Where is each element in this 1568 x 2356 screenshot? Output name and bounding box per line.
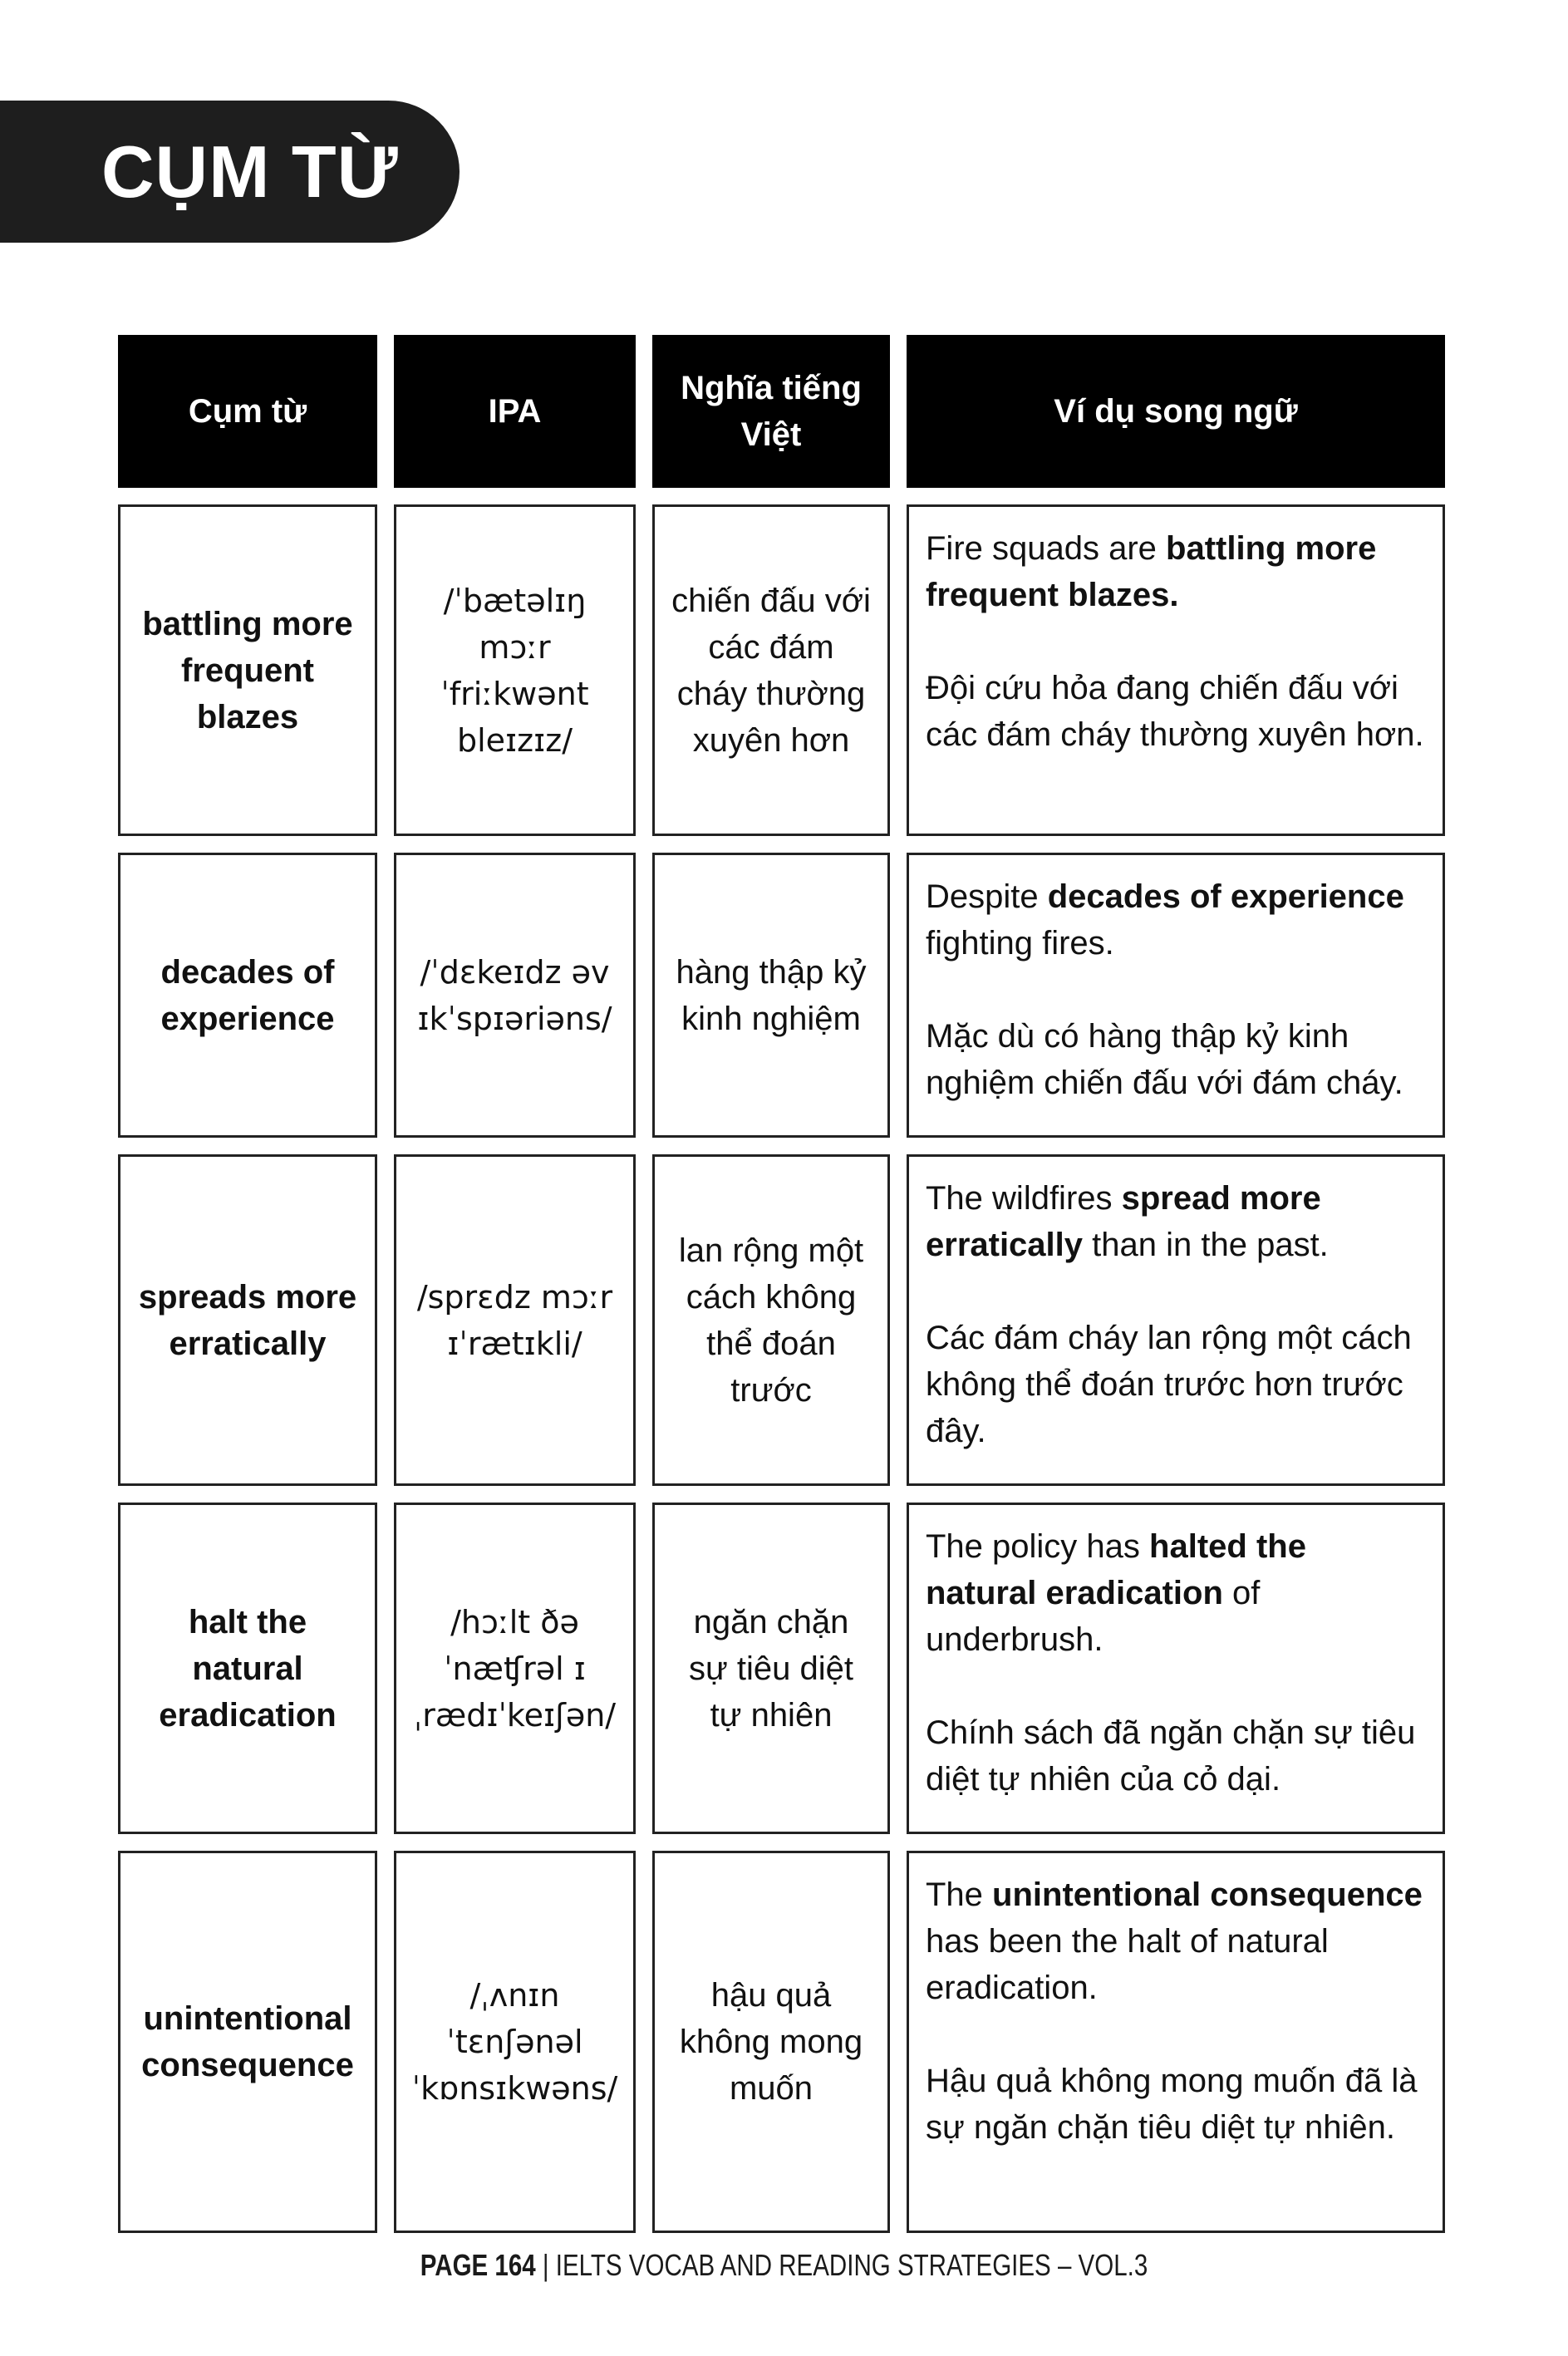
- example-highlight: unintentional consequence: [992, 1876, 1423, 1913]
- example-text: Despite: [926, 878, 1048, 915]
- example-vietnamese: Chính sách đã ngăn chặn sự tiêu diệt tự nhiên của cỏ dại.: [926, 1714, 1416, 1798]
- example-text: than in the past.: [1083, 1227, 1329, 1263]
- table-row: [118, 853, 1445, 1138]
- section-title: CỤM TỪ: [101, 130, 399, 213]
- example-english: [926, 873, 1426, 967]
- footer-separator: |: [535, 2248, 556, 2282]
- phrase-cell: decades of experience: [118, 853, 377, 1138]
- page-footer: [141, 2248, 1427, 2283]
- meaning-cell: hậu quả không mong muốn: [652, 1851, 890, 2233]
- phrase-cell: spreads more erratically: [118, 1154, 377, 1486]
- example-vietnamese: Các đám cháy lan rộng một cách không thể đoán trước hơn trước đây.: [926, 1320, 1412, 1449]
- meaning-cell: lan rộng một cách không thể đoán trước: [652, 1154, 890, 1486]
- example-text: has been the halt of natural eradication.: [926, 1923, 1329, 2006]
- example-vietnamese: Mặc dù có hàng thập kỷ kinh nghiệm chiến đấu với đám cháy.: [926, 1018, 1403, 1101]
- example-text: fighting fires.: [926, 925, 1114, 962]
- example-cell: [907, 1154, 1445, 1486]
- example-text: of underbrush.: [926, 1575, 1261, 1658]
- example-highlight: spread more erratically: [926, 1180, 1321, 1263]
- example-text: The wildfires: [926, 1180, 1122, 1217]
- ipa-cell: /ˈbætəlɪŋ mɔːr ˈfriːkwənt bleɪzɪz/: [394, 504, 636, 836]
- ipa-cell: /ˌʌnɪnˈtɛnʃənəl ˈkɒnsɪkwəns/: [394, 1851, 636, 2233]
- section-title-banner: [0, 101, 460, 243]
- ipa-cell: /ˈdɛkeɪdz əv ɪkˈspɪəriəns/: [394, 853, 636, 1138]
- ipa-cell: /sprɛdz mɔːr ɪˈrætɪkli/: [394, 1154, 636, 1486]
- column-header-example: Ví dụ song ngữ: [907, 335, 1445, 488]
- phrase-cell: unintentional consequence: [118, 1851, 377, 2233]
- table-row: [118, 1503, 1445, 1834]
- meaning-cell: hàng thập kỷ kinh nghiệm: [652, 853, 890, 1138]
- meaning-cell: ngăn chặn sự tiêu diệt tự nhiên: [652, 1503, 890, 1834]
- phrase-cell: battling more frequent blazes: [118, 504, 377, 836]
- example-english: [926, 525, 1426, 618]
- meaning-cell: chiến đấu với các đám cháy thường xuyên hơn: [652, 504, 890, 836]
- example-text: The policy has: [926, 1528, 1150, 1565]
- example-vietnamese: Hậu quả không mong muốn đã là sự ngăn chặn tiêu diệt tự nhiên.: [926, 2063, 1418, 2146]
- example-cell: [907, 853, 1445, 1138]
- phrase-cell: halt the natural eradication: [118, 1503, 377, 1834]
- vocab-table: [101, 318, 1462, 2250]
- example-english: [926, 1523, 1426, 1663]
- example-highlight: decades of experience: [1047, 878, 1404, 915]
- example-highlight: halted the natural eradication: [926, 1528, 1306, 1611]
- page-number: PAGE 164: [420, 2248, 536, 2282]
- example-vietnamese: Đội cứu hỏa đang chiến đấu với các đám cháy thường xuyên hơn.: [926, 670, 1424, 753]
- example-english: [926, 1175, 1426, 1268]
- book-title: IELTS VOCAB AND READING STRATEGIES – VOL.3: [555, 2248, 1148, 2282]
- example-text: The: [926, 1876, 993, 1913]
- column-header-phrase: Cụm từ: [118, 335, 377, 488]
- example-english: [926, 1872, 1426, 2011]
- example-cell: [907, 1851, 1445, 2233]
- table-row: [118, 504, 1445, 836]
- ipa-cell: /hɔːlt ðə ˈnæʧrəl ɪˌrædɪˈkeɪʃən/: [394, 1503, 636, 1834]
- table-row: [118, 1154, 1445, 1486]
- example-cell: [907, 1503, 1445, 1834]
- table-row: [118, 1851, 1445, 2233]
- example-cell: [907, 504, 1445, 836]
- column-header-meaning: Nghĩa tiếng Việt: [652, 335, 890, 488]
- column-header-ipa: IPA: [394, 335, 636, 488]
- example-highlight: battling more frequent blazes.: [926, 530, 1377, 613]
- table-header-row: [118, 335, 1445, 488]
- example-text: Fire squads are: [926, 530, 1167, 567]
